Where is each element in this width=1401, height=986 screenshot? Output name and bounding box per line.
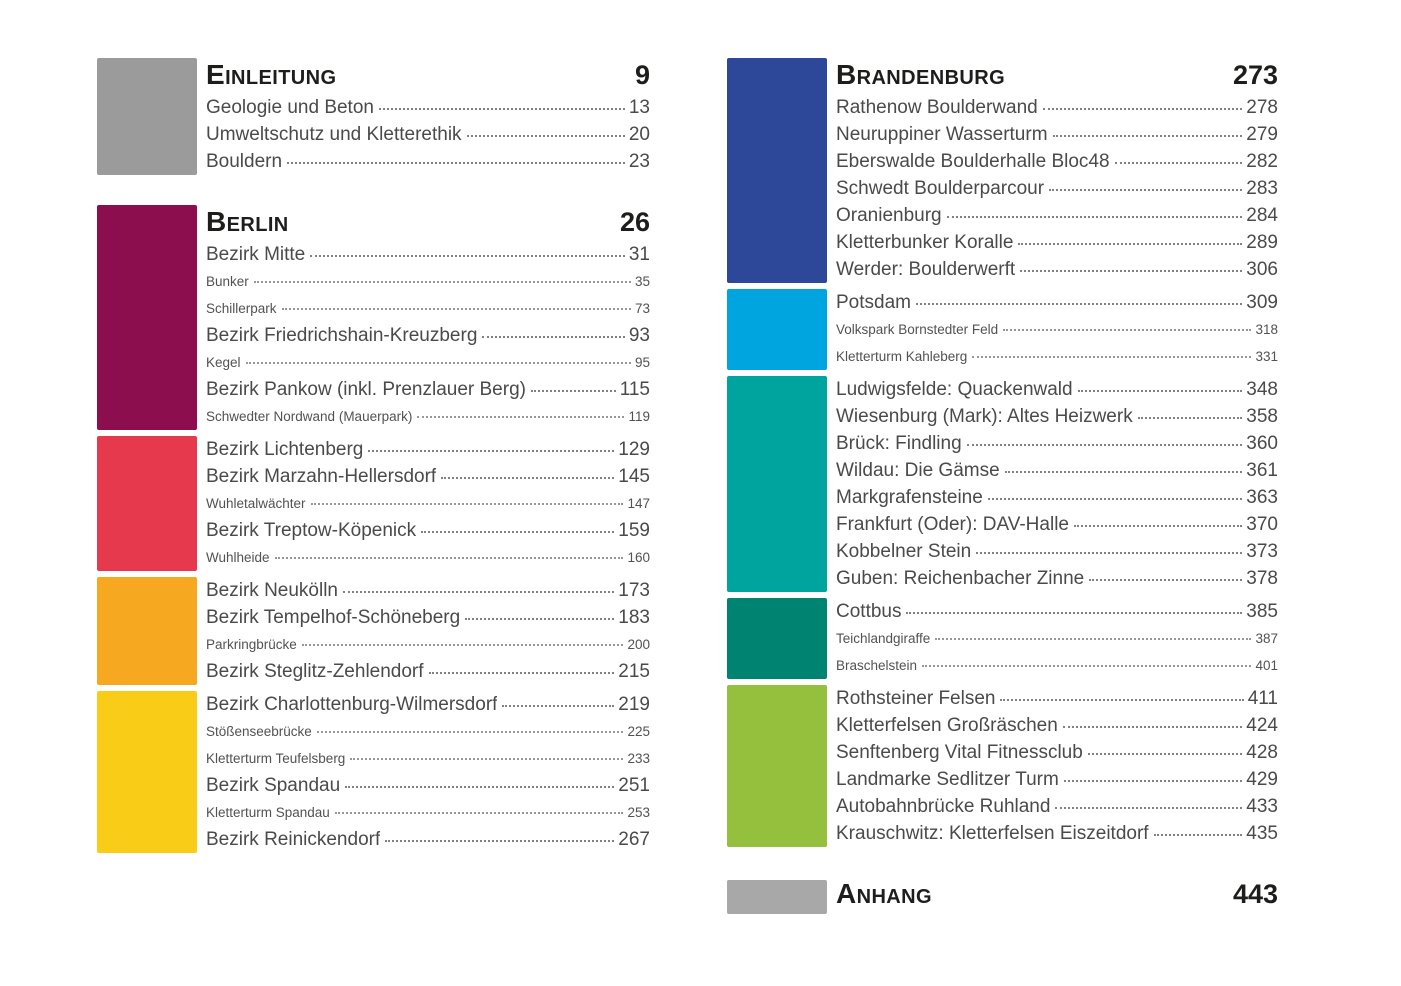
- section-color-swatch: [727, 58, 827, 283]
- toc-entry: [206, 718, 650, 745]
- dot-leader: [1049, 189, 1242, 191]
- entry-title: Ludwigsfelde: Quackenwald: [836, 379, 1073, 400]
- toc-section-berlin: [97, 205, 650, 430]
- toc-entry: [206, 544, 650, 571]
- dot-leader: [1063, 726, 1243, 728]
- chapter-title: Berlin: [206, 206, 289, 237]
- toc-entry: [836, 652, 1278, 679]
- dot-leader: [441, 477, 614, 479]
- toc-section-brandenburg: [727, 58, 1278, 283]
- dot-leader: [379, 108, 625, 110]
- dot-leader: [1003, 329, 1251, 331]
- entry-page-number: 129: [618, 439, 650, 460]
- dot-leader: [988, 498, 1243, 500]
- chapter-page-number: 9: [634, 60, 650, 90]
- entry-title: Rathenow Boulderwand: [836, 97, 1038, 118]
- toc-entry: [206, 322, 650, 349]
- entry-title: Kobbelner Stein: [836, 541, 972, 562]
- entry-title: Bezirk Reinickendorf: [206, 829, 381, 850]
- toc-entry: [206, 376, 650, 403]
- toc-entry: [836, 511, 1278, 538]
- toc-entry: [206, 436, 650, 463]
- chapter-header-row: [836, 58, 1278, 94]
- section-entries: [827, 598, 1278, 679]
- entry-title: Geologie und Beton: [206, 97, 374, 118]
- entry-title: Kletterturm Spandau: [206, 805, 330, 820]
- entry-page-number: 358: [1246, 406, 1278, 427]
- entry-title: Frankfurt (Oder): DAV-Halle: [836, 514, 1069, 535]
- toc-entry: [206, 349, 650, 376]
- entry-title: Bunker: [206, 274, 249, 289]
- entry-title: Brück: Findling: [836, 433, 962, 454]
- toc-entry: [206, 577, 650, 604]
- entry-page-number: 251: [618, 775, 650, 796]
- toc-entry: [206, 268, 650, 295]
- entry-title: Bezirk Treptow-Köpenick: [206, 520, 417, 541]
- chapter-title: Brandenburg: [836, 59, 1006, 90]
- toc-section-berlin-yellow: [97, 691, 650, 853]
- entry-title: Volkspark Bornstedter Feld: [836, 322, 999, 337]
- toc-entry: [206, 691, 650, 718]
- entry-title: Bouldern: [206, 151, 283, 172]
- toc-section-anhang: [727, 877, 1278, 914]
- toc-entry: [206, 826, 650, 853]
- toc-entry: [206, 631, 650, 658]
- dot-leader: [317, 731, 624, 733]
- entry-page-number: 348: [1246, 379, 1278, 400]
- entry-page-number: 318: [1255, 322, 1278, 337]
- dot-leader: [311, 503, 624, 505]
- toc-section-brandenburg-green: [727, 685, 1278, 847]
- toc-entry: [836, 148, 1278, 175]
- entry-page-number: 370: [1246, 514, 1278, 535]
- entry-page-number: 23: [628, 151, 650, 172]
- entry-page-number: 411: [1247, 688, 1278, 709]
- toc-entry: [836, 403, 1278, 430]
- entry-page-number: 279: [1246, 124, 1278, 145]
- entry-title: Kegel: [206, 355, 241, 370]
- toc-entry: [836, 175, 1278, 202]
- section-entries: [197, 691, 650, 853]
- dot-leader: [1043, 108, 1243, 110]
- section-entries: [197, 436, 650, 571]
- entry-page-number: 284: [1246, 205, 1278, 226]
- toc-entry: [836, 598, 1278, 625]
- entry-page-number: 363: [1246, 487, 1278, 508]
- entry-page-number: 147: [627, 496, 650, 511]
- dot-leader: [343, 591, 614, 593]
- toc-entry: [836, 457, 1278, 484]
- toc-entry: [836, 430, 1278, 457]
- chapter-title: Einleitung: [206, 59, 337, 90]
- entry-page-number: 225: [627, 724, 650, 739]
- entry-page-number: 215: [618, 661, 650, 682]
- section-entries: [827, 376, 1278, 592]
- chapter-page-number: 443: [1232, 879, 1278, 909]
- toc-entry: [836, 229, 1278, 256]
- toc-section-brandenburg-darkteal: [727, 598, 1278, 679]
- entry-title: Parkringbrücke: [206, 637, 297, 652]
- entry-page-number: 145: [618, 466, 650, 487]
- chapter-header-row: [836, 877, 1278, 913]
- entry-title: Bezirk Mitte: [206, 244, 306, 265]
- entry-title: Wuhlheide: [206, 550, 270, 565]
- dot-leader: [246, 362, 631, 364]
- dot-leader: [1000, 699, 1243, 701]
- entry-title: Bezirk Charlottenburg-Wilmersdorf: [206, 694, 498, 715]
- dot-leader: [287, 162, 625, 164]
- dot-leader: [1018, 243, 1242, 245]
- entry-page-number: 31: [628, 244, 650, 265]
- dot-leader: [465, 618, 614, 620]
- dot-leader: [282, 308, 631, 310]
- toc-entry: [836, 739, 1278, 766]
- entry-page-number: 387: [1255, 631, 1278, 646]
- section-color-swatch: [97, 205, 197, 430]
- dot-leader: [976, 552, 1242, 554]
- dot-leader: [335, 812, 624, 814]
- entry-page-number: 35: [634, 274, 650, 289]
- entry-title: Schwedt Boulderparcour: [836, 178, 1045, 199]
- chapter-header-row: [206, 58, 650, 94]
- entry-page-number: 428: [1246, 742, 1278, 763]
- dot-leader: [1053, 135, 1243, 137]
- entry-title: Schillerpark: [206, 301, 277, 316]
- entry-page-number: 20: [628, 124, 650, 145]
- toc-entry: [206, 94, 650, 121]
- toc-entry: [206, 295, 650, 322]
- toc-entry: [206, 658, 650, 685]
- entry-title: Stößenseebrücke: [206, 724, 312, 739]
- entry-title: Krauschwitz: Kletterfelsen Eiszeitdorf: [836, 823, 1149, 844]
- entry-title: Wuhletalwächter: [206, 496, 306, 511]
- entry-page-number: 173: [618, 580, 650, 601]
- dot-leader: [916, 303, 1242, 305]
- section-entries: [197, 205, 650, 430]
- entry-page-number: 283: [1246, 178, 1278, 199]
- entry-page-number: 253: [627, 805, 650, 820]
- section-entries: [197, 58, 650, 175]
- entry-title: Bezirk Spandau: [206, 775, 341, 796]
- entry-page-number: 282: [1246, 151, 1278, 172]
- section-entries: [827, 289, 1278, 370]
- toc-entry: [836, 793, 1278, 820]
- entry-page-number: 115: [619, 379, 650, 400]
- entry-title: Senftenberg Vital Fitnessclub: [836, 742, 1083, 763]
- entry-title: Bezirk Friedrichshain-Kreuzberg: [206, 325, 478, 346]
- entry-title: Kletterturm Teufelsberg: [206, 751, 346, 766]
- dot-leader: [906, 612, 1242, 614]
- entry-title: Potsdam: [836, 292, 911, 313]
- toc-entry: [836, 625, 1278, 652]
- dot-leader: [1020, 270, 1242, 272]
- entry-page-number: 373: [1246, 541, 1278, 562]
- entry-title: Wiesenburg (Mark): Altes Heizwerk: [836, 406, 1133, 427]
- toc-entry: [836, 685, 1278, 712]
- dot-leader: [482, 336, 624, 338]
- entry-page-number: 13: [628, 97, 650, 118]
- entry-title: Bezirk Neukölln: [206, 580, 338, 601]
- dot-leader: [935, 638, 1251, 640]
- section-entries: [827, 877, 1278, 914]
- entry-title: Guben: Reichenbacher Zinne: [836, 568, 1085, 589]
- toc-entry: [836, 121, 1278, 148]
- dot-leader: [1074, 525, 1242, 527]
- toc-entry: [206, 403, 650, 430]
- dot-leader: [254, 281, 631, 283]
- toc-entry: [206, 241, 650, 268]
- dot-leader: [417, 416, 624, 418]
- entry-page-number: 73: [634, 301, 650, 316]
- entry-page-number: 159: [618, 520, 650, 541]
- toc-entry: [206, 799, 650, 826]
- entry-page-number: 95: [634, 355, 650, 370]
- dot-leader: [1115, 162, 1243, 164]
- entry-page-number: 378: [1246, 568, 1278, 589]
- entry-page-number: 306: [1246, 259, 1278, 280]
- dot-leader: [922, 665, 1251, 667]
- entry-page-number: 401: [1255, 658, 1278, 673]
- entry-title: Werder: Boulderwerft: [836, 259, 1016, 280]
- entry-title: Kletterturm Kahleberg: [836, 349, 968, 364]
- entry-page-number: 267: [618, 829, 650, 850]
- dot-leader: [502, 705, 614, 707]
- toc-entry: [836, 712, 1278, 739]
- toc-entry: [206, 148, 650, 175]
- entry-title: Bezirk Tempelhof-Schöneberg: [206, 607, 461, 628]
- dot-leader: [967, 444, 1243, 446]
- entry-page-number: 119: [628, 409, 650, 424]
- entry-page-number: 160: [627, 550, 650, 565]
- entry-title: Kletterbunker Koralle: [836, 232, 1014, 253]
- entry-page-number: 429: [1246, 769, 1278, 790]
- entry-page-number: 93: [628, 325, 650, 346]
- dot-leader: [310, 255, 625, 257]
- entry-title: Bezirk Pankow (inkl. Prenzlauer Berg): [206, 379, 526, 400]
- dot-leader: [1154, 834, 1243, 836]
- toc-entry: [206, 745, 650, 772]
- entry-page-number: 433: [1246, 796, 1278, 817]
- toc-entry: [836, 94, 1278, 121]
- toc-entry: [836, 565, 1278, 592]
- toc-section-brandenburg-cyan: [727, 289, 1278, 370]
- entry-title: Braschelstein: [836, 658, 918, 673]
- entry-title: Wildau: Die Gämse: [836, 460, 1000, 481]
- entry-title: Autobahnbrücke Ruhland: [836, 796, 1051, 817]
- toc-entry: [206, 772, 650, 799]
- dot-leader: [1064, 780, 1242, 782]
- entry-title: Landmarke Sedlitzer Turm: [836, 769, 1059, 790]
- entry-page-number: 360: [1246, 433, 1278, 454]
- toc-section-brandenburg-teal: [727, 376, 1278, 592]
- section-color-swatch: [727, 289, 827, 370]
- section-entries: [197, 577, 650, 685]
- toc-column-left: [97, 58, 650, 853]
- section-entries: [827, 685, 1278, 847]
- dot-leader: [350, 758, 623, 760]
- entry-page-number: 309: [1246, 292, 1278, 313]
- section-color-swatch: [97, 436, 197, 571]
- toc-entry: [836, 343, 1278, 370]
- dot-leader: [429, 672, 615, 674]
- toc-entry: [836, 256, 1278, 283]
- toc-entry: [206, 121, 650, 148]
- section-color-swatch: [97, 577, 197, 685]
- toc-section-berlin-orange: [97, 577, 650, 685]
- entry-page-number: 435: [1246, 823, 1278, 844]
- entry-page-number: 278: [1246, 97, 1278, 118]
- dot-leader: [1138, 417, 1243, 419]
- chapter-page-number: 26: [619, 207, 650, 237]
- dot-leader: [275, 557, 624, 559]
- entry-title: Neuruppiner Wasserturm: [836, 124, 1048, 145]
- dot-leader: [531, 390, 616, 392]
- entry-title: Umweltschutz und Kletterethik: [206, 124, 462, 145]
- toc-column-right: [727, 58, 1278, 914]
- section-color-swatch: [727, 598, 827, 679]
- entry-title: Cottbus: [836, 601, 902, 622]
- toc-entry: [836, 376, 1278, 403]
- dot-leader: [1078, 390, 1243, 392]
- dot-leader: [467, 135, 625, 137]
- entry-title: Eberswalde Boulderhalle Bloc48: [836, 151, 1110, 172]
- dot-leader: [947, 216, 1243, 218]
- entry-page-number: 331: [1255, 349, 1278, 364]
- toc-entry: [836, 538, 1278, 565]
- toc-entry: [836, 484, 1278, 511]
- entry-page-number: 219: [618, 694, 650, 715]
- section-color-swatch: [727, 685, 827, 847]
- entry-title: Markgrafensteine: [836, 487, 983, 508]
- toc-entry: [836, 316, 1278, 343]
- entry-page-number: 361: [1246, 460, 1278, 481]
- dot-leader: [302, 644, 624, 646]
- dot-leader: [421, 531, 614, 533]
- dot-leader: [1088, 753, 1243, 755]
- dot-leader: [368, 450, 614, 452]
- entry-title: Rothsteiner Felsen: [836, 688, 996, 709]
- chapter-page-number: 273: [1232, 60, 1278, 90]
- dot-leader: [1005, 471, 1243, 473]
- toc-entry: [206, 604, 650, 631]
- chapter-header-row: [206, 205, 650, 241]
- entry-page-number: 385: [1246, 601, 1278, 622]
- entry-page-number: 200: [627, 637, 650, 652]
- entry-page-number: 289: [1246, 232, 1278, 253]
- chapter-title: Anhang: [836, 878, 932, 909]
- section-entries: [827, 58, 1278, 283]
- toc-section-berlin-red: [97, 436, 650, 571]
- toc-entry: [206, 517, 650, 544]
- entry-title: Kletterfelsen Großräschen: [836, 715, 1058, 736]
- toc-entry: [836, 202, 1278, 229]
- toc-section-einleitung: [97, 58, 650, 175]
- toc-entry: [836, 766, 1278, 793]
- entry-title: Oranienburg: [836, 205, 942, 226]
- entry-title: Bezirk Steglitz-Zehlendorf: [206, 661, 424, 682]
- entry-page-number: 183: [618, 607, 650, 628]
- section-color-swatch: [727, 376, 827, 592]
- dot-leader: [345, 786, 614, 788]
- entry-page-number: 424: [1246, 715, 1278, 736]
- section-color-swatch: [97, 691, 197, 853]
- entry-title: Schwedter Nordwand (Mauerpark): [206, 409, 413, 424]
- dot-leader: [385, 840, 614, 842]
- toc-entry: [836, 289, 1278, 316]
- toc-entry: [206, 463, 650, 490]
- dot-leader: [972, 356, 1251, 358]
- dot-leader: [1089, 579, 1242, 581]
- entry-title: Teichlandgiraffe: [836, 631, 931, 646]
- entry-title: Bezirk Lichtenberg: [206, 439, 364, 460]
- section-color-swatch: [727, 880, 827, 914]
- section-color-swatch: [97, 58, 197, 175]
- toc-entry: [206, 490, 650, 517]
- entry-page-number: 233: [627, 751, 650, 766]
- entry-title: Bezirk Marzahn-Hellersdorf: [206, 466, 437, 487]
- dot-leader: [1055, 807, 1242, 809]
- toc-entry: [836, 820, 1278, 847]
